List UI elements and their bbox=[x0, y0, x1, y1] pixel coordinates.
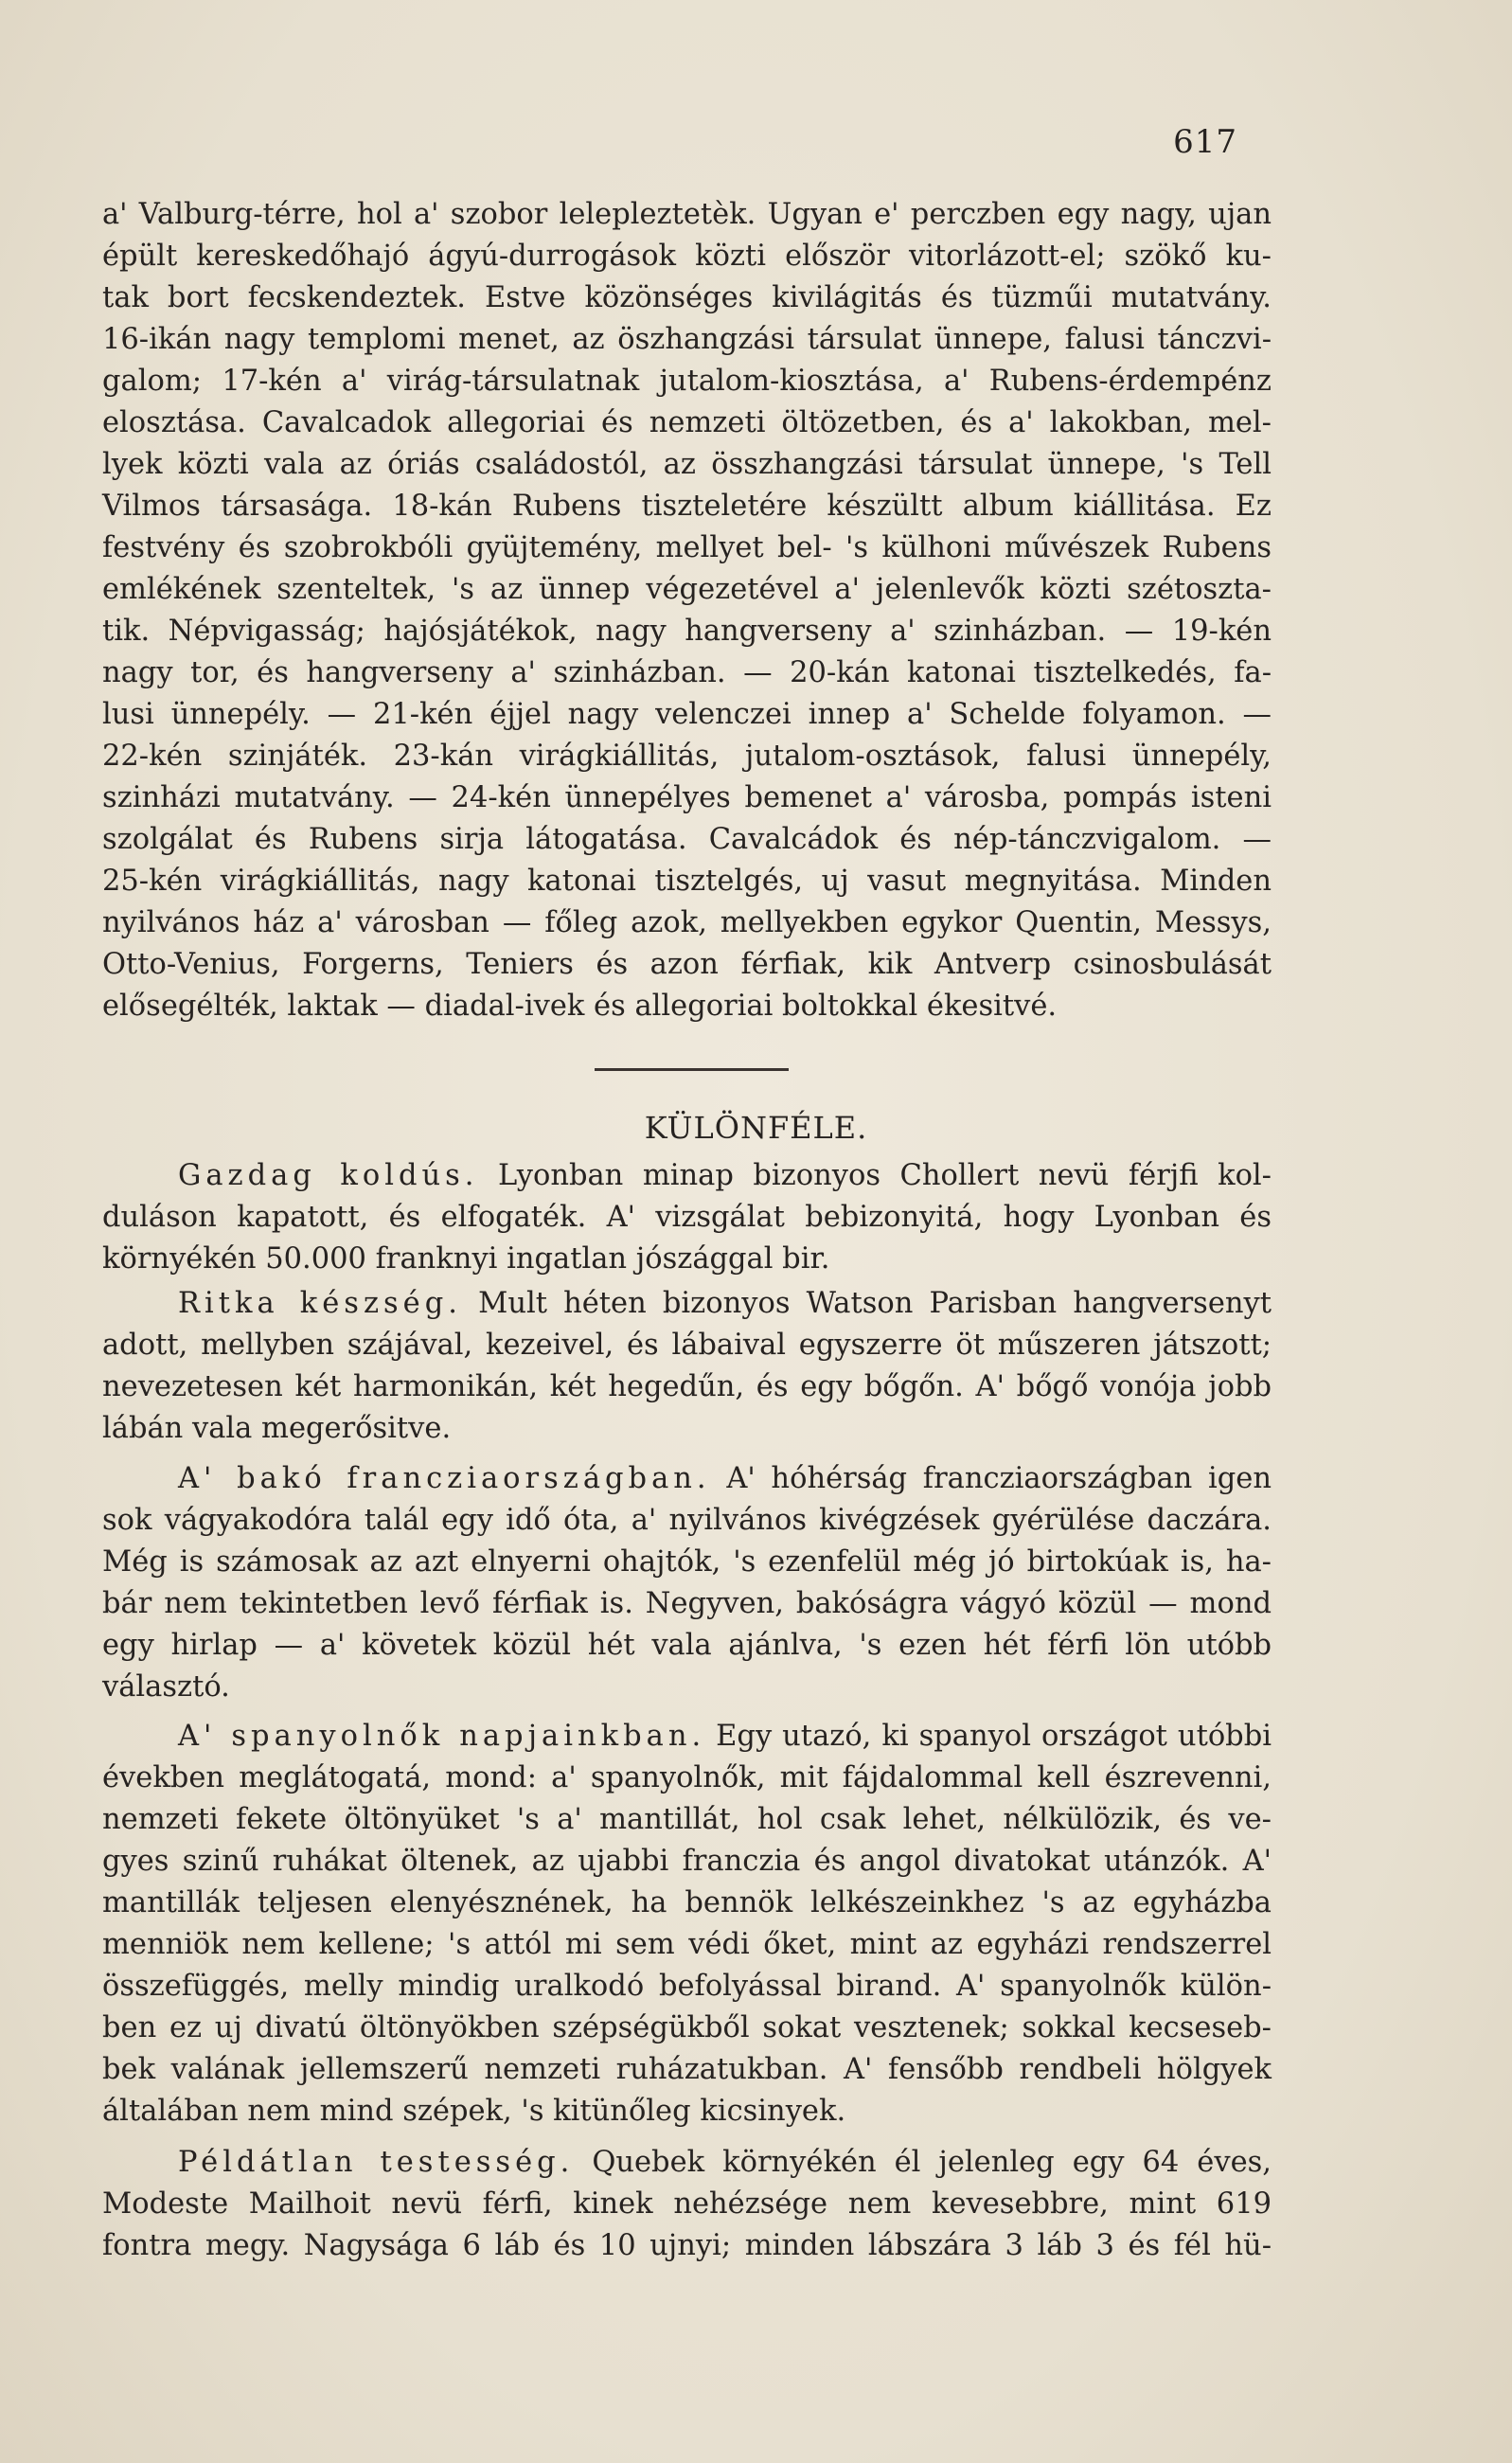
text-line: épült kereskedőhajó ágyú-durrogások közti először vitorlázott-el; szökő ku- bbox=[102, 240, 1272, 273]
article-bako bbox=[102, 1458, 1272, 1708]
text-line: duláson kapatott, és elfogaték. A' vizsgálat bebizonyitá, hogy Lyonban és bbox=[102, 1201, 1272, 1234]
text-line: lyek közti vala az óriás családostól, az összhangzási társulat ünnepe, 's Tell bbox=[102, 448, 1272, 481]
text-line: egy hirlap — a' követek közül hét vala ajánlva, 's ezen hét férfi lön utóbb bbox=[102, 1629, 1272, 1662]
article-heading: Példátlan testesség. bbox=[178, 2146, 575, 2179]
text-line: 16-ikán nagy templomi menet, az öszhangzási társulat ünnepe, falusi tánczvi- bbox=[102, 323, 1272, 356]
text-line: 22-kén szinjáték. 23-kán virágkiállitás, jutalom-osztások, falusi ünnepély, bbox=[102, 740, 1272, 773]
text-line: menniök nem kellene; 's attól mi sem védi őket, mint az egyházi rendszerrel bbox=[102, 1928, 1272, 1961]
article-first-line bbox=[102, 1458, 1272, 1500]
article-spanyolnok bbox=[102, 1716, 1272, 2133]
text-line: fontra megy. Nagysága 6 láb és 10 ujnyi; minden lábszára 3 láb 3 és fél hü- bbox=[102, 2229, 1272, 2262]
text-segment: Quebek környékén él jelenleg egy 64 éves, bbox=[592, 2146, 1272, 2179]
article-gazdag-koldus bbox=[102, 1155, 1272, 1280]
text-line: nyilvános ház a' városban — főleg azok, mellyekben egykor Quentin, Messys, bbox=[102, 906, 1272, 939]
text-line: bár nem tekintetben levő férfiak is. Negyven, bakóságra vágyó közül — mond bbox=[102, 1587, 1272, 1620]
text-line: emlékének szenteltek, 's az ünnep végezetével a' jelenlevők közti szétoszta- bbox=[102, 573, 1272, 606]
text-line: tik. Népvigasság; hajósjátékok, nagy hangverseny a' szinházban. — 19-kén bbox=[102, 615, 1272, 648]
text-line: 25-kén virágkiállitás, nagy katonai tisztelgés, uj vasut megnyitása. Minden bbox=[102, 865, 1272, 898]
article-first-line bbox=[102, 1716, 1272, 1758]
article-first-line bbox=[102, 1283, 1272, 1325]
article-heading: A' spanyolnők napjainkban. bbox=[178, 1720, 706, 1753]
article-first-line bbox=[102, 1155, 1272, 1197]
text-segment: Lyonban minap bizonyos Chollert nevü férjfi kol- bbox=[498, 1159, 1272, 1192]
text-line: nevezetesen két harmonikán, két hegedűn, és egy bőgőn. A' bőgő vonója jobb bbox=[102, 1370, 1272, 1403]
text-line: Otto-Venius, Forgerns, Teniers és azon férfiak, kik Antverp csinosbulását bbox=[102, 948, 1272, 981]
article-first-line bbox=[102, 2142, 1272, 2184]
section-title: KÜLÖNFÉLE. bbox=[644, 1110, 868, 1146]
text-line: Modeste Mailhoit nevü férfi, kinek nehézsége nem kevesebbre, mint 619 bbox=[102, 2187, 1272, 2221]
text-line: festvény és szobrokbóli gyüjtemény, mellyet bel- 's külhoni művészek Rubens bbox=[102, 531, 1272, 564]
text-line: bek valának jellemszerű nemzeti ruházatukban. A' fensőbb rendbeli hölgyek bbox=[102, 2053, 1272, 2086]
text-segment: A' hóhérság francziaországban igen bbox=[726, 1462, 1272, 1495]
article-testesseg bbox=[102, 2142, 1272, 2267]
text-line: tak bort fecskendeztek. Estve közönséges kivilágitás és tüzműi mutatvány. bbox=[102, 281, 1272, 314]
text-line: szinházi mutatvány. — 24-kén ünnepélyes bemenet a' városba, pompás isteni bbox=[102, 781, 1272, 814]
text-line: elosztása. Cavalcadok allegoriai és nemzeti öltözetben, és a' lakokban, mel- bbox=[102, 406, 1272, 439]
article-heading: Ritka készség. bbox=[178, 1287, 462, 1320]
text-line: környékén 50.000 franknyi ingatlan jószággal bir. bbox=[102, 1242, 830, 1276]
text-line: Vilmos társasága. 18-kán Rubens tiszteletére készültt album kiállitása. Ez bbox=[102, 490, 1272, 523]
section-divider bbox=[595, 1068, 789, 1071]
text-segment: Mult héten bizonyos Watson Parisban hangversenyt bbox=[478, 1287, 1272, 1320]
text-line: gyes szinű ruhákat öltenek, az ujabbi franczia és angol divatokat utánzók. A' bbox=[102, 1845, 1272, 1878]
page-number: 617 bbox=[1173, 123, 1237, 161]
intro-paragraph bbox=[102, 194, 1272, 1027]
text-line: szolgálat és Rubens sirja látogatása. Cavalcádok és nép-tánczvigalom. — bbox=[102, 823, 1272, 856]
text-line: adott, mellyben szájával, kezeivel, és lábaival egyszerre öt műszeren játszott; bbox=[102, 1329, 1272, 1362]
text-line: a' Valburg-térre, hol a' szobor lelepleztetèk. Ugyan e' perczben egy nagy, ujan bbox=[102, 198, 1272, 231]
text-line: elősegélték, laktak — diadal-ivek és allegoriai boltokkal ékesitvé. bbox=[102, 990, 1058, 1023]
article-heading: Gazdag koldús. bbox=[178, 1159, 479, 1192]
text-line: nagy tor, és hangverseny a' szinházban. — 20-kán katonai tisztelkedés, fa- bbox=[102, 656, 1272, 689]
text-line: választó. bbox=[102, 1670, 230, 1704]
text-segment: Egy utazó, ki spanyol országot utóbbi bbox=[716, 1720, 1272, 1753]
text-line: lábán vala megerősitve. bbox=[102, 1412, 452, 1445]
text-line: lusi ünnepély. — 21-kén éjjel nagy velenczei innep a' Schelde folyamon. — bbox=[102, 698, 1272, 731]
text-line: Még is számosak az azt elnyerni ohajtók, 's ezenfelül még jó birtokúak is, ha- bbox=[102, 1545, 1272, 1579]
article-ritka-keszseg bbox=[102, 1283, 1272, 1450]
text-line: sok vágyakodóra talál egy idő óta, a' nyilvános kivégzések gyérülése daczára. bbox=[102, 1504, 1272, 1537]
text-line: mantillák teljesen elenyésznének, ha bennök lelkészeinkhez 's az egyházba bbox=[102, 1886, 1272, 1919]
text-line: általában nem mind szépek, 's kitünőleg kicsinyek. bbox=[102, 2095, 846, 2128]
article-heading: A' bakó francziaországban. bbox=[178, 1462, 711, 1495]
text-line: nemzeti fekete öltönyüket 's a' mantillát, hol csak lehet, nélkülözik, és ve- bbox=[102, 1803, 1272, 1836]
text-line: galom; 17-kén a' virág-társulatnak jutalom-kiosztása, a' Rubens-érdempénz bbox=[102, 365, 1272, 398]
text-line: összefüggés, melly mindig uralkodó befolyással birand. A' spanyolnők külön- bbox=[102, 1970, 1272, 2003]
text-line: ben ez uj divatú öltönyökben szépségükből sokat vesztenek; sokkal kecseseb- bbox=[102, 2011, 1272, 2044]
text-line: években meglátogatá, mond: a' spanyolnők, mit fájdalommal kell észrevenni, bbox=[102, 1761, 1272, 1794]
